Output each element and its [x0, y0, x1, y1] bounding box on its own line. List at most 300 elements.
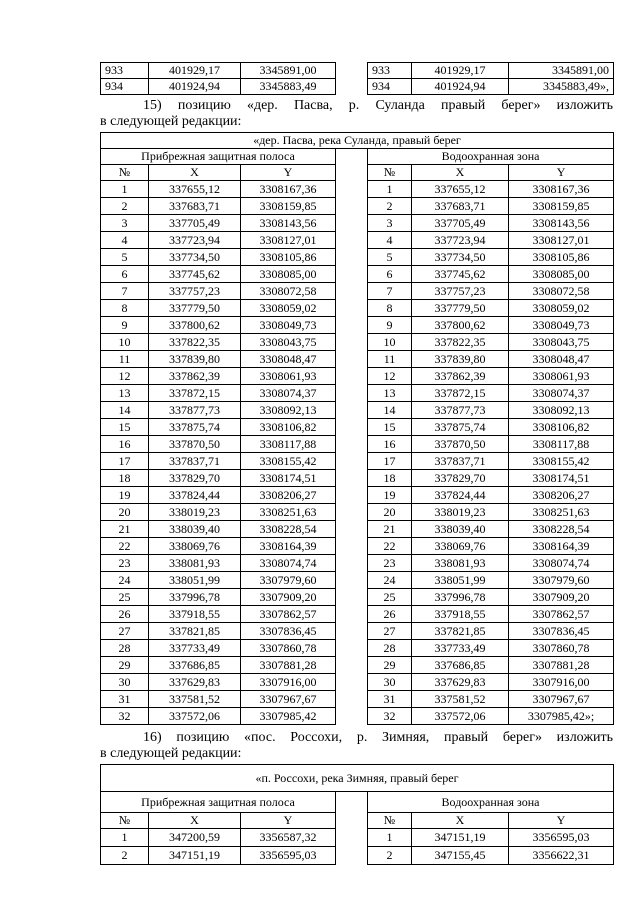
- gap-cell: [336, 165, 368, 181]
- point-number: 14: [368, 402, 412, 419]
- coord-y: 3308043,75: [241, 334, 336, 351]
- coord-y: 3307836,45: [241, 623, 336, 640]
- point-number: 31: [101, 691, 149, 708]
- coord-y: 3307860,78: [509, 640, 614, 657]
- table-row: [101, 640, 614, 657]
- coord-x: 337837,71: [149, 453, 241, 470]
- table-row: [101, 589, 614, 606]
- gap-cell: [336, 487, 368, 504]
- coord-x: 337824,44: [149, 487, 241, 504]
- coord-x: 401924,94: [149, 79, 241, 95]
- coord-y: 3307916,00: [509, 674, 614, 691]
- col-y: Y: [241, 813, 336, 829]
- coord-y: 3308092,13: [241, 402, 336, 419]
- point-number: 934: [368, 79, 412, 95]
- gap-cell: [336, 708, 368, 725]
- table-row: [101, 487, 614, 504]
- point-number: 14: [101, 402, 149, 419]
- table-row: [101, 198, 614, 215]
- col-y: Y: [509, 813, 614, 829]
- coord-x: 337821,85: [412, 623, 509, 640]
- point-number: 7: [368, 283, 412, 300]
- gap-cell: [336, 249, 368, 266]
- section-16-paragraph: [100, 730, 613, 762]
- coord-y: 3308043,75: [509, 334, 614, 351]
- table-row: [101, 249, 614, 266]
- table-row: [101, 368, 614, 385]
- coord-x: 337875,74: [412, 419, 509, 436]
- coord-y: 3307909,20: [241, 589, 336, 606]
- point-number: 1: [101, 181, 149, 198]
- point-number: 16: [368, 436, 412, 453]
- point-number: 11: [101, 351, 149, 368]
- coord-y: 3307916,00: [241, 674, 336, 691]
- coord-x: 347151,19: [412, 829, 509, 847]
- coord-y: 3308085,00: [241, 266, 336, 283]
- coord-y: 3308159,85: [241, 198, 336, 215]
- point-number: 934: [101, 79, 149, 95]
- table-row: [101, 572, 614, 589]
- point-number: 1: [368, 181, 412, 198]
- gap-cell: [336, 555, 368, 572]
- table-row: [101, 657, 614, 674]
- coord-y: 3308085,00: [509, 266, 614, 283]
- point-number: 933: [368, 63, 412, 79]
- point-number: 24: [101, 572, 149, 589]
- coord-y: 3308228,54: [509, 521, 614, 538]
- coord-x: 337824,44: [412, 487, 509, 504]
- coord-x: 337822,35: [149, 334, 241, 351]
- point-number: 17: [368, 453, 412, 470]
- point-number: 933: [101, 63, 149, 79]
- coord-y: 3307985,42»;: [509, 708, 614, 725]
- gap-cell: [336, 215, 368, 232]
- col-x: X: [149, 813, 241, 829]
- point-number: 7: [101, 283, 149, 300]
- coord-y: 3308117,88: [509, 436, 614, 453]
- gap-cell: [336, 300, 368, 317]
- point-number: 9: [101, 317, 149, 334]
- point-number: 30: [368, 674, 412, 691]
- coord-y: 3308092,13: [509, 402, 614, 419]
- coord-x: 337572,06: [412, 708, 509, 725]
- point-number: 4: [368, 232, 412, 249]
- coord-y: 3308106,82: [241, 419, 336, 436]
- point-number: 2: [368, 847, 412, 865]
- point-number: 31: [368, 691, 412, 708]
- gap-cell: [336, 589, 368, 606]
- gap-cell: [336, 521, 368, 538]
- point-number: 20: [368, 504, 412, 521]
- point-number: 6: [368, 266, 412, 283]
- coord-x: 337581,52: [149, 691, 241, 708]
- coord-x: 337629,83: [149, 674, 241, 691]
- coord-x: 337877,73: [412, 402, 509, 419]
- coord-x: 338039,40: [149, 521, 241, 538]
- coord-x: 401924,94: [412, 79, 509, 95]
- point-number: 13: [101, 385, 149, 402]
- table-row: [101, 829, 614, 847]
- table-row: [101, 385, 614, 402]
- coord-x: 337918,55: [149, 606, 241, 623]
- coord-x: 338081,93: [412, 555, 509, 572]
- col-y: Y: [509, 165, 614, 181]
- gap-cell: [336, 640, 368, 657]
- coord-y: 3345883,49»,: [509, 79, 614, 95]
- point-number: 15: [101, 419, 149, 436]
- coord-y: 3356622,31: [509, 847, 614, 865]
- coord-y: 3307862,57: [241, 606, 336, 623]
- table-row: [101, 300, 614, 317]
- point-number: 10: [368, 334, 412, 351]
- coord-x: 337829,70: [412, 470, 509, 487]
- table-row: [101, 708, 614, 725]
- point-number: 20: [101, 504, 149, 521]
- coord-y: 3308143,56: [509, 215, 614, 232]
- col-y: Y: [241, 165, 336, 181]
- point-number: 19: [101, 487, 149, 504]
- coord-y: 3308127,01: [241, 232, 336, 249]
- coord-y: 3308117,88: [241, 436, 336, 453]
- coord-x: 337837,71: [412, 453, 509, 470]
- gap-cell: [336, 453, 368, 470]
- coord-y: 3356595,03: [241, 847, 336, 865]
- table-row: [101, 470, 614, 487]
- coord-x: 337733,49: [412, 640, 509, 657]
- coord-x: 337686,85: [412, 657, 509, 674]
- coord-x: 337822,35: [412, 334, 509, 351]
- point-number: 15: [368, 419, 412, 436]
- coord-x: 337870,50: [149, 436, 241, 453]
- coord-x: 337705,49: [149, 215, 241, 232]
- table-pasva: [100, 132, 614, 725]
- coord-y: 3308048,47: [509, 351, 614, 368]
- coord-y: 3308127,01: [509, 232, 614, 249]
- coord-y: 3307881,28: [509, 657, 614, 674]
- coord-y: 3307836,45: [509, 623, 614, 640]
- left-header: Прибрежная защитная полоса: [101, 149, 336, 165]
- section-15-line2: в следующей редакции:: [100, 114, 242, 129]
- gap-cell: [336, 504, 368, 521]
- prev-table-left: [100, 62, 336, 95]
- coord-x: 338069,76: [149, 538, 241, 555]
- point-number: 8: [101, 300, 149, 317]
- coord-x: 338081,93: [149, 555, 241, 572]
- gap-cell: [336, 538, 368, 555]
- gap-cell: [336, 657, 368, 674]
- point-number: 1: [101, 829, 149, 847]
- coord-x: 337745,62: [412, 266, 509, 283]
- coord-y: 3345883,49: [241, 79, 336, 95]
- coord-y: 3307909,20: [509, 589, 614, 606]
- table-row: [101, 63, 336, 79]
- section-16-line1: 16) позицию «пос. Россохи, р. Зимняя, правый берег» изложить: [143, 730, 613, 745]
- coord-x: 337996,78: [149, 589, 241, 606]
- section-15-paragraph: [100, 98, 613, 130]
- point-number: 5: [101, 249, 149, 266]
- coord-x: 337734,50: [149, 249, 241, 266]
- gap-cell: [336, 419, 368, 436]
- coord-x: 337581,52: [412, 691, 509, 708]
- table-title: «дер. Пасва, река Суланда, правый берег: [101, 133, 614, 149]
- table-row: [101, 232, 614, 249]
- coord-y: 3308174,51: [241, 470, 336, 487]
- gap-cell: [336, 266, 368, 283]
- point-number: 10: [101, 334, 149, 351]
- point-number: 28: [101, 640, 149, 657]
- coord-y: 3356587,32: [241, 829, 336, 847]
- coord-y: 3308061,93: [509, 368, 614, 385]
- point-number: 17: [101, 453, 149, 470]
- col-x: X: [149, 165, 241, 181]
- table-row: [101, 317, 614, 334]
- table-row: [101, 283, 614, 300]
- coord-x: 337829,70: [149, 470, 241, 487]
- table-rossokhi: [100, 764, 614, 865]
- right-header: Водоохранная зона: [368, 792, 614, 813]
- table-row: [101, 181, 614, 198]
- point-number: 12: [101, 368, 149, 385]
- point-number: 28: [368, 640, 412, 657]
- coord-y: 3308072,58: [509, 283, 614, 300]
- coord-x: 337839,80: [149, 351, 241, 368]
- point-number: 29: [368, 657, 412, 674]
- gap-cell: [336, 623, 368, 640]
- col-no: №: [101, 165, 149, 181]
- gap-cell: [336, 436, 368, 453]
- gap-cell: [336, 606, 368, 623]
- point-number: 21: [101, 521, 149, 538]
- gap-cell: [336, 847, 368, 865]
- point-number: 27: [101, 623, 149, 640]
- table-row: [101, 555, 614, 572]
- coord-x: 347200,59: [149, 829, 241, 847]
- coord-y: 3308049,73: [241, 317, 336, 334]
- coord-y: 3345891,00: [241, 63, 336, 79]
- coord-x: 337996,78: [412, 589, 509, 606]
- gap-cell: [336, 691, 368, 708]
- coord-x: 337757,23: [149, 283, 241, 300]
- coord-y: 3308206,27: [241, 487, 336, 504]
- coord-y: 3308164,39: [509, 538, 614, 555]
- point-number: 2: [101, 847, 149, 865]
- coord-x: 337779,50: [149, 300, 241, 317]
- coord-y: 3308159,85: [509, 198, 614, 215]
- table-title: «п. Россохи, река Зимняя, правый берег: [101, 765, 614, 792]
- point-number: 27: [368, 623, 412, 640]
- gap-cell: [336, 674, 368, 691]
- point-number: 30: [101, 674, 149, 691]
- coord-x: 338051,99: [149, 572, 241, 589]
- point-number: 26: [368, 606, 412, 623]
- table-row: [101, 436, 614, 453]
- coord-x: 337655,12: [149, 181, 241, 198]
- point-number: 18: [368, 470, 412, 487]
- coord-y: 3308074,37: [241, 385, 336, 402]
- table-row: [101, 215, 614, 232]
- prev-table-right: [367, 62, 614, 95]
- coord-y: 3308074,37: [509, 385, 614, 402]
- coord-y: 3308048,47: [241, 351, 336, 368]
- point-number: 19: [368, 487, 412, 504]
- table-row: [101, 847, 614, 865]
- coord-x: 337723,94: [149, 232, 241, 249]
- point-number: 3: [101, 215, 149, 232]
- gap-cell: [336, 829, 368, 847]
- gap-cell: [336, 334, 368, 351]
- table-row: [368, 79, 614, 95]
- table-row: [101, 504, 614, 521]
- coord-x: 337683,71: [412, 198, 509, 215]
- table-row: [101, 402, 614, 419]
- coord-x: 337918,55: [412, 606, 509, 623]
- point-number: 13: [368, 385, 412, 402]
- gap-cell: [336, 198, 368, 215]
- coord-y: 3308228,54: [241, 521, 336, 538]
- coord-x: 347155,45: [412, 847, 509, 865]
- point-number: 26: [101, 606, 149, 623]
- col-x: X: [412, 813, 509, 829]
- coord-x: 337629,83: [412, 674, 509, 691]
- coord-y: 3307881,28: [241, 657, 336, 674]
- coord-x: 338019,23: [149, 504, 241, 521]
- coord-x: 338051,99: [412, 572, 509, 589]
- coord-y: 3308167,36: [241, 181, 336, 198]
- coord-x: 337779,50: [412, 300, 509, 317]
- gap-cell: [336, 317, 368, 334]
- coord-x: 337572,06: [149, 708, 241, 725]
- point-number: 12: [368, 368, 412, 385]
- coord-y: 3308059,02: [509, 300, 614, 317]
- table-row: [101, 606, 614, 623]
- coord-x: 337877,73: [149, 402, 241, 419]
- point-number: 29: [101, 657, 149, 674]
- coord-y: 3307860,78: [241, 640, 336, 657]
- coord-x: 338019,23: [412, 504, 509, 521]
- gap-cell: [336, 385, 368, 402]
- coord-x: 337723,94: [412, 232, 509, 249]
- table-row: [101, 453, 614, 470]
- coord-y: 3307967,67: [509, 691, 614, 708]
- coord-x: 337686,85: [149, 657, 241, 674]
- point-number: 8: [368, 300, 412, 317]
- table-row: [101, 351, 614, 368]
- coord-y: 3307862,57: [509, 606, 614, 623]
- table-row: [101, 266, 614, 283]
- coord-x: 337705,49: [412, 215, 509, 232]
- coord-x: 401929,17: [149, 63, 241, 79]
- coord-x: 337733,49: [149, 640, 241, 657]
- point-number: 5: [368, 249, 412, 266]
- col-x: X: [412, 165, 509, 181]
- coord-y: 3308143,56: [241, 215, 336, 232]
- coord-x: 337655,12: [412, 181, 509, 198]
- coord-x: 337862,39: [149, 368, 241, 385]
- point-number: 32: [101, 708, 149, 725]
- table-row: [101, 674, 614, 691]
- point-number: 4: [101, 232, 149, 249]
- coord-y: 3308167,36: [509, 181, 614, 198]
- section-16-line2: в следующей редакции:: [100, 746, 242, 761]
- gap-cell: [336, 232, 368, 249]
- col-no: №: [368, 165, 412, 181]
- coord-y: 3308251,63: [241, 504, 336, 521]
- point-number: 25: [101, 589, 149, 606]
- coord-y: 3345891,00: [509, 63, 614, 79]
- coord-y: 3308206,27: [509, 487, 614, 504]
- coord-y: 3308155,42: [509, 453, 614, 470]
- coord-x: 337734,50: [412, 249, 509, 266]
- gap-cell: [336, 402, 368, 419]
- point-number: 23: [368, 555, 412, 572]
- coord-x: 337870,50: [412, 436, 509, 453]
- table-row: [101, 623, 614, 640]
- point-number: 11: [368, 351, 412, 368]
- coord-x: 337872,15: [149, 385, 241, 402]
- coord-y: 3307979,60: [241, 572, 336, 589]
- coord-y: 3308105,86: [241, 249, 336, 266]
- section-15-line1: 15) позицию «дер. Пасва, р. Суланда правый берег» изложить: [143, 98, 613, 113]
- table-row: [101, 334, 614, 351]
- coord-y: 3356595,03: [509, 829, 614, 847]
- point-number: 3: [368, 215, 412, 232]
- point-number: 23: [101, 555, 149, 572]
- table-row: [101, 521, 614, 538]
- gap-cell: [336, 351, 368, 368]
- point-number: 6: [101, 266, 149, 283]
- gap-cell: [336, 368, 368, 385]
- coord-x: 337800,62: [149, 317, 241, 334]
- right-header: Водоохранная зона: [368, 149, 614, 165]
- coord-y: 3308155,42: [241, 453, 336, 470]
- gap-cell: [336, 813, 368, 829]
- gap-cell: [336, 470, 368, 487]
- coord-y: 3307985,42: [241, 708, 336, 725]
- gap-cell: [336, 149, 368, 165]
- coord-x: 337872,15: [412, 385, 509, 402]
- table-row: [368, 63, 614, 79]
- coord-x: 337757,23: [412, 283, 509, 300]
- coord-y: 3307979,60: [509, 572, 614, 589]
- coord-y: 3308059,02: [241, 300, 336, 317]
- coord-y: 3308074,74: [241, 555, 336, 572]
- gap-cell: [336, 181, 368, 198]
- table-row: [101, 419, 614, 436]
- point-number: 24: [368, 572, 412, 589]
- coord-x: 337875,74: [149, 419, 241, 436]
- coord-x: 337745,62: [149, 266, 241, 283]
- point-number: 1: [368, 829, 412, 847]
- coord-x: 337683,71: [149, 198, 241, 215]
- point-number: 2: [368, 198, 412, 215]
- coord-y: 3308061,93: [241, 368, 336, 385]
- point-number: 21: [368, 521, 412, 538]
- table-row: [101, 538, 614, 555]
- coord-y: 3308049,73: [509, 317, 614, 334]
- coord-y: 3307967,67: [241, 691, 336, 708]
- coord-x: 337800,62: [412, 317, 509, 334]
- point-number: 25: [368, 589, 412, 606]
- point-number: 22: [101, 538, 149, 555]
- coord-x: 338039,40: [412, 521, 509, 538]
- coord-y: 3308174,51: [509, 470, 614, 487]
- coord-x: 338069,76: [412, 538, 509, 555]
- coord-y: 3308072,58: [241, 283, 336, 300]
- table-row: [101, 691, 614, 708]
- coord-y: 3308105,86: [509, 249, 614, 266]
- col-no: №: [368, 813, 412, 829]
- coord-y: 3308074,74: [509, 555, 614, 572]
